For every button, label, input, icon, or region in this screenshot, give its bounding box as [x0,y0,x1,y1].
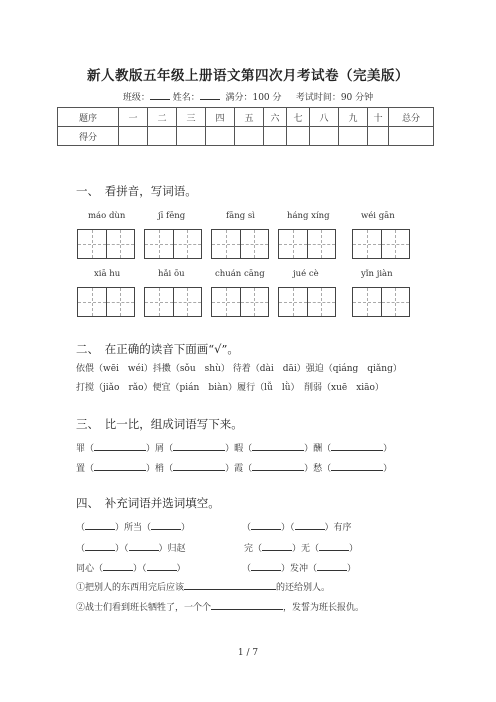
fill-question-2 [76,600,364,613]
question-text: ②战士们看到班长牺牲了，一个个 [76,603,212,613]
pinyin-label: fāng sì [226,211,255,221]
score-cell[interactable] [119,127,148,146]
score-header-cell: 八 [310,108,339,127]
answer-blank[interactable] [151,521,181,530]
answer-blank[interactable] [319,542,349,551]
answer-blank[interactable] [295,521,325,530]
score-header-cell: 总分 [389,108,434,127]
writing-box[interactable] [352,229,410,259]
score-header-cell: 六 [264,108,287,127]
answer-blank[interactable] [252,442,304,451]
pronunciation-line-2[interactable]: 打搅（jiǎo rǎo）便宜（pián biàn）履行（lǚ lǜ） 削弱（xuē xiāo） [76,383,384,393]
class-blank[interactable] [150,91,170,100]
pinyin-label: hǎi ōu [158,269,185,279]
exam-title: 新人教版五年级上册语文第四次月考试卷（完美版） [87,68,409,84]
score-cell[interactable] [148,127,177,146]
score-header-cell: 十 [368,108,389,127]
compare-char: 酬 [313,444,323,454]
name-blank[interactable] [200,91,220,100]
idiom-text: ）归赵 [158,544,186,554]
answer-blank[interactable] [94,442,146,451]
section1-heading: 一、 看拼音，写词语。 [76,184,197,198]
class-label: 班级： [122,93,150,103]
compare-char: 梢 [155,464,165,474]
answer-blank[interactable] [147,562,177,571]
compare-char: 霞 [234,464,244,474]
page-number: 1 / 7 [237,648,259,658]
answer-blank[interactable] [129,542,159,551]
pinyin-label: jué cè [293,269,319,279]
pinyin-label: chuán cāng [215,269,265,279]
answer-blank[interactable] [173,442,225,451]
answer-blank[interactable] [85,542,115,551]
score-header-cell: 七 [287,108,310,127]
pinyin-label: wéi gān [361,211,395,221]
pinyin-label: yǐn jiàn [361,269,393,279]
score-header-cell: 题序 [58,108,119,127]
answer-blank[interactable] [251,521,281,530]
name-label: 姓名： [172,93,200,103]
pinyin-label: máo dùn [88,211,126,221]
writing-box[interactable] [211,229,269,259]
writing-box[interactable] [144,229,202,259]
compare-row-2: 置（ ）梢（ ）霞（ ）愁（ ） [76,464,393,474]
writing-box[interactable] [77,229,135,259]
idiom-3: （ ）（ ）归赵 [76,544,186,554]
score-cell[interactable] [310,127,339,146]
question-text: ，发誓为班长报仇。 [283,603,365,613]
idiom-text: ）发冲（ [281,564,318,574]
idiom-2: （ ）（ ）有序 [242,523,352,533]
writing-box[interactable] [77,287,135,317]
score-table-header-row [58,108,434,127]
answer-blank[interactable] [251,562,281,571]
compare-char: 屑 [155,444,165,454]
answer-blank[interactable] [211,601,283,610]
score-header-cell: 一 [119,108,148,127]
fill-question-1 [76,580,330,593]
writing-box[interactable] [352,287,410,317]
full-score: 满分：100 分 [225,93,282,103]
pinyin-label: jī fēng [158,211,186,221]
compare-row-1: 罪（ ）屑（ ）暇（ ）酬（ ） [76,444,393,454]
idiom-text: 同心（ [76,564,104,574]
score-cell[interactable] [339,127,368,146]
score-cell[interactable] [235,127,264,146]
writing-box[interactable] [278,287,336,317]
pinyin-label: háng xíng [287,211,330,221]
score-cell[interactable] [287,127,310,146]
compare-char: 置 [76,464,86,474]
section2-heading: 二、 在正确的读音下面画“√”。 [76,342,239,356]
section4-heading: 四、 补充词语并选词填空。 [76,496,220,510]
idiom-text: 完（ [244,544,263,554]
idiom-1: （ ）所当（ ） [76,523,191,533]
writing-box[interactable] [278,229,336,259]
answer-blank[interactable] [85,521,115,530]
score-header-cell: 二 [148,108,177,127]
idiom-text: ）有序 [324,523,352,533]
idiom-text: ）无（ [292,544,320,554]
writing-box[interactable] [144,287,202,317]
section3-heading: 三、 比一比，组成词语写下来。 [76,417,243,431]
answer-blank[interactable] [317,562,347,571]
score-cell[interactable] [206,127,235,146]
exam-time: 考试时间：90 分钟 [295,93,374,103]
idiom-6: （ ）发冲（ ） [242,564,357,574]
answer-blank[interactable] [331,462,383,471]
idiom-4: 完（ ）无（ ） [244,544,359,554]
score-header-cell: 三 [177,108,206,127]
compare-char: 愁 [313,464,323,474]
writing-box[interactable] [211,287,269,317]
score-table [57,107,434,146]
answer-blank[interactable] [173,462,225,471]
idiom-5: 同心（ ）（ ） [76,564,186,574]
pronunciation-line-1[interactable]: 依偎（wēi wéi）抖擞（sǒu shù） 待着（dài dāi）强迫（qiáng qiǎng） [76,364,402,374]
score-header-cell: 四 [206,108,235,127]
answer-blank[interactable] [103,562,133,571]
exam-info [0,90,496,103]
score-cell[interactable] [177,127,206,146]
answer-blank[interactable] [184,581,276,590]
answer-blank[interactable] [252,462,304,471]
compare-char: 罪 [76,444,86,454]
question-text: ①把别人的东西用完后应该 [76,583,185,593]
pinyin-label: xiā hu [94,269,121,279]
score-table-score-row [58,127,434,146]
score-header-cell: 九 [339,108,368,127]
score-header-cell: 五 [235,108,264,127]
answer-blank[interactable] [262,542,292,551]
idiom-text: ）所当（ [115,523,152,533]
question-text: 的还给别人。 [276,583,331,593]
score-cell[interactable] [264,127,287,146]
score-cell[interactable] [389,127,434,146]
answer-blank[interactable] [94,462,146,471]
answer-blank[interactable] [331,442,383,451]
score-cell[interactable] [368,127,389,146]
compare-char: 暇 [234,444,244,454]
score-row-label: 得分 [58,127,119,146]
